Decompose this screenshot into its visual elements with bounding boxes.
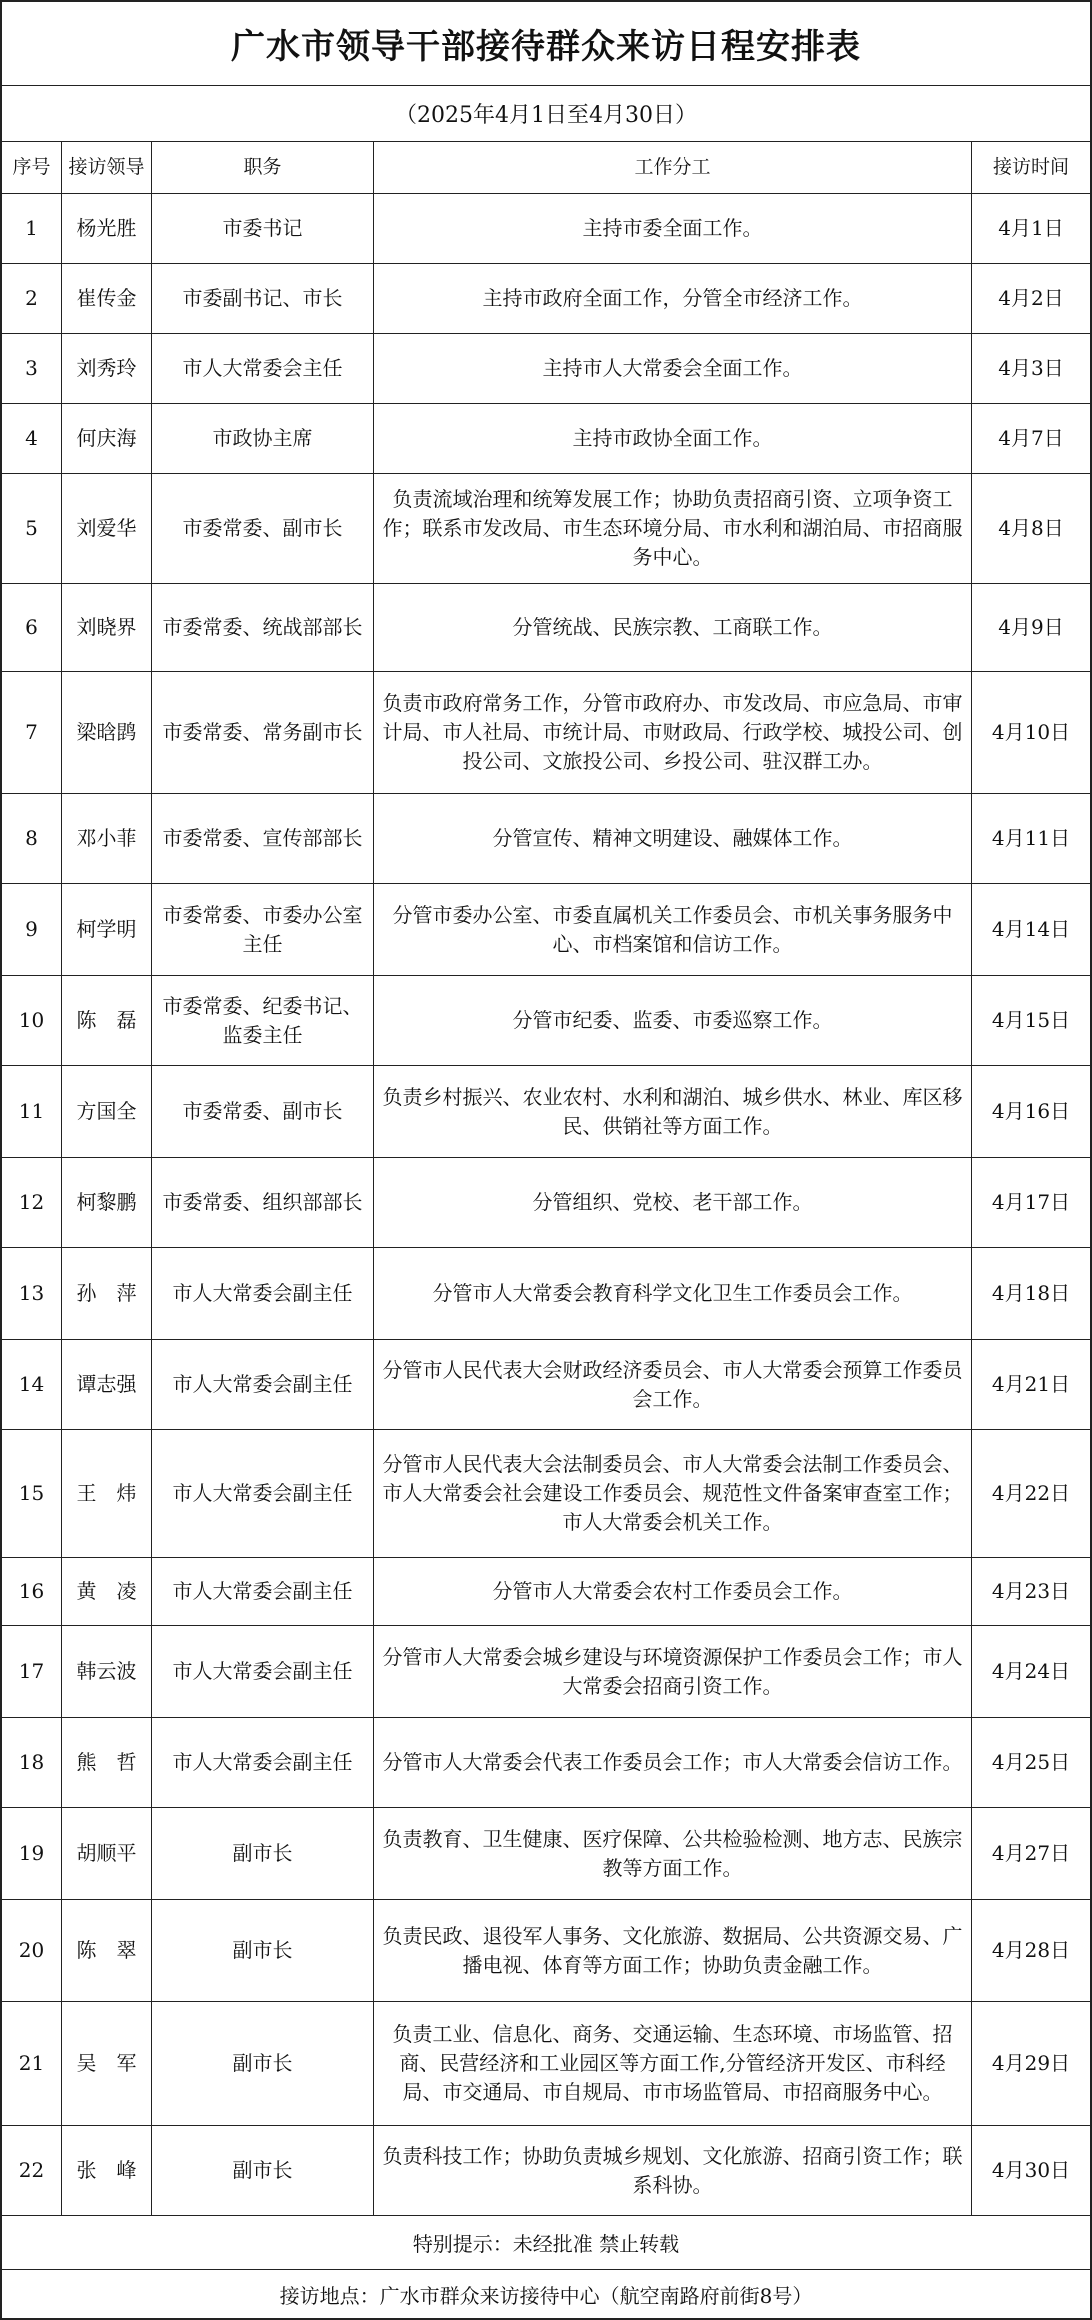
row-date: 4月30日 [991, 2158, 1071, 2182]
row-date: 4月3日 [998, 356, 1064, 380]
row-position: 市人大常委会副主任 [152, 1626, 374, 1717]
row-no: 12 [2, 1158, 62, 1247]
row-leader: 刘秀玲 [62, 334, 152, 403]
row-position: 市人大常委会副主任 [152, 1718, 374, 1807]
table-row [2, 2126, 1090, 2216]
table-row [2, 474, 1090, 584]
row-position: 市委常委、副市长 [152, 474, 374, 583]
row-date: 4月18日 [991, 1281, 1071, 1305]
row-work: 分管组织、党校、老干部工作。 [374, 1158, 972, 1247]
table-row [2, 794, 1090, 884]
copyright-notice: 特别提示：未经批准 禁止转载 [2, 2216, 1090, 2270]
row-work: 分管市人民代表大会法制委员会、市人大常委会法制工作委员会、市人大常委会社会建设工作委员会、规范性文件备案审查室工作；市人大常委会机关工作。 [374, 1430, 972, 1557]
row-leader: 崔传金 [62, 264, 152, 333]
row-date: 4月9日 [998, 615, 1064, 639]
row-no: 9 [2, 884, 62, 975]
table-row [2, 2002, 1090, 2126]
row-leader: 何庆海 [62, 404, 152, 473]
row-work: 负责流域治理和统筹发展工作；协助负责招商引资、立项争资工作；联系市发改局、市生态环境分局、市水利和湖泊局、市招商服务中心。 [374, 474, 972, 583]
row-position: 市人大常委会副主任 [152, 1430, 374, 1557]
table-row [2, 194, 1090, 264]
row-leader: 刘晓界 [62, 584, 152, 671]
row-date: 4月10日 [991, 720, 1071, 744]
row-position: 市人大常委会副主任 [152, 1558, 374, 1625]
row-date: 4月11日 [991, 826, 1071, 850]
row-leader: 熊 哲 [62, 1718, 152, 1807]
row-work: 分管市人大常委会城乡建设与环境资源保护工作委员会工作；市人大常委会招商引资工作。 [374, 1626, 972, 1717]
header-work: 工作分工 [374, 142, 972, 193]
row-leader: 韩云波 [62, 1626, 152, 1717]
row-position: 市委常委、市委办公室主任 [152, 884, 374, 975]
row-date: 4月22日 [991, 1481, 1071, 1505]
table-row [2, 1430, 1090, 1558]
row-date: 4月27日 [991, 1841, 1071, 1865]
header-row [2, 142, 1090, 194]
row-no: 6 [2, 584, 62, 671]
row-leader: 柯学明 [62, 884, 152, 975]
row-work: 负责教育、卫生健康、医疗保障、公共检验检测、地方志、民族宗教等方面工作。 [374, 1808, 972, 1899]
row-work: 主持市政府全面工作，分管全市经济工作。 [374, 264, 972, 333]
row-no: 11 [2, 1066, 62, 1157]
table-title: 广水市领导干部接待群众来访日程安排表 [2, 2, 1090, 86]
row-position: 副市长 [152, 2002, 374, 2125]
row-leader: 黄 凌 [62, 1558, 152, 1625]
row-leader: 王 炜 [62, 1430, 152, 1557]
header-leader: 接访领导 [62, 142, 152, 193]
table-row [2, 1718, 1090, 1808]
row-no: 18 [2, 1718, 62, 1807]
row-leader: 邓小菲 [62, 794, 152, 883]
row-no: 1 [2, 194, 62, 263]
row-date: 4月15日 [991, 1008, 1071, 1032]
row-date: 4月24日 [991, 1659, 1071, 1683]
row-no: 2 [2, 264, 62, 333]
table-row [2, 1900, 1090, 2002]
row-no: 7 [2, 672, 62, 793]
header-no: 序号 [2, 142, 62, 193]
table-row [2, 264, 1090, 334]
table-row [2, 1808, 1090, 1900]
row-position: 副市长 [152, 1900, 374, 2001]
row-work: 负责科技工作；协助负责城乡规划、文化旅游、招商引资工作；联系科协。 [374, 2126, 972, 2215]
row-position: 市委常委、副市长 [152, 1066, 374, 1157]
row-no: 5 [2, 474, 62, 583]
row-leader: 杨光胜 [62, 194, 152, 263]
row-no: 10 [2, 976, 62, 1065]
row-position: 市委书记 [152, 194, 374, 263]
table-row [2, 884, 1090, 976]
row-no: 14 [2, 1340, 62, 1429]
row-no: 4 [2, 404, 62, 473]
row-leader: 刘爱华 [62, 474, 152, 583]
row-work: 分管市人大常委会农村工作委员会工作。 [374, 1558, 972, 1625]
reception-address: 接访地点：广水市群众来访接待中心（航空南路府前街8号） [279, 2283, 813, 2308]
table-row [2, 672, 1090, 794]
row-date: 4月2日 [998, 286, 1064, 310]
row-leader: 柯黎鹏 [62, 1158, 152, 1247]
table-row [2, 1066, 1090, 1158]
row-no: 19 [2, 1808, 62, 1899]
row-position: 市人大常委会主任 [152, 334, 374, 403]
table-row [2, 1248, 1090, 1340]
row-work: 主持市政协全面工作。 [374, 404, 972, 473]
row-date: 4月25日 [991, 1750, 1071, 1774]
row-leader: 吴 军 [62, 2002, 152, 2125]
row-no: 22 [2, 2126, 62, 2215]
row-position: 副市长 [152, 2126, 374, 2215]
table-row [2, 976, 1090, 1066]
row-date: 4月7日 [998, 426, 1064, 450]
table-row [2, 334, 1090, 404]
table-row [2, 1626, 1090, 1718]
table-row [2, 1340, 1090, 1430]
row-no: 8 [2, 794, 62, 883]
row-no: 3 [2, 334, 62, 403]
row-position: 副市长 [152, 1808, 374, 1899]
row-position: 市委常委、宣传部部长 [152, 794, 374, 883]
row-no: 13 [2, 1248, 62, 1339]
row-date: 4月8日 [998, 516, 1064, 540]
row-date: 4月23日 [991, 1579, 1071, 1603]
row-leader: 陈 磊 [62, 976, 152, 1065]
header-position: 职务 [152, 142, 374, 193]
row-position: 市委常委、组织部部长 [152, 1158, 374, 1247]
table-row [2, 1158, 1090, 1248]
row-work: 负责民政、退役军人事务、文化旅游、数据局、公共资源交易、广播电视、体育等方面工作；协助负责金融工作。 [374, 1900, 972, 2001]
row-work: 分管市委办公室、市委直属机关工作委员会、市机关事务服务中心、市档案馆和信访工作。 [374, 884, 972, 975]
row-date: 4月29日 [991, 2051, 1071, 2075]
row-date: 4月1日 [998, 216, 1064, 240]
row-work: 分管市纪委、监委、市委巡察工作。 [374, 976, 972, 1065]
row-work: 负责工业、信息化、商务、交通运输、生态环境、市场监管、招商、民营经济和工业园区等方面工作,分管经济开发区、市科经局、市交通局、市自规局、市市场监管局、市招商服务中心。 [374, 2002, 972, 2125]
row-work: 主持市委全面工作。 [374, 194, 972, 263]
table-row [2, 584, 1090, 672]
header-date: 接访时间 [992, 155, 1069, 178]
row-work: 分管市人大常委会代表工作委员会工作；市人大常委会信访工作。 [374, 1718, 972, 1807]
row-leader: 谭志强 [62, 1340, 152, 1429]
table-row [2, 404, 1090, 474]
row-position: 市委副书记、市长 [152, 264, 374, 333]
row-position: 市人大常委会副主任 [152, 1340, 374, 1429]
row-date: 4月16日 [991, 1099, 1071, 1123]
row-leader: 孙 萍 [62, 1248, 152, 1339]
row-date: 4月21日 [991, 1372, 1071, 1396]
row-work: 负责市政府常务工作，分管市政府办、市发改局、市应急局、市审计局、市人社局、市统计局、市财政局、行政学校、城投公司、创投公司、文旅投公司、乡投公司、驻汉群工办。 [374, 672, 972, 793]
row-work: 主持市人大常委会全面工作。 [374, 334, 972, 403]
row-work: 分管市人大常委会教育科学文化卫生工作委员会工作。 [374, 1248, 972, 1339]
row-no: 21 [2, 2002, 62, 2125]
row-position: 市委常委、常务副市长 [152, 672, 374, 793]
row-no: 16 [2, 1558, 62, 1625]
row-work: 分管统战、民族宗教、工商联工作。 [374, 584, 972, 671]
row-position: 市政协主席 [152, 404, 374, 473]
row-no: 17 [2, 1626, 62, 1717]
row-date: 4月14日 [991, 917, 1071, 941]
row-leader: 方国全 [62, 1066, 152, 1157]
date-range: （2025年4月1日至4月30日） [2, 86, 1090, 142]
row-leader: 胡顺平 [62, 1808, 152, 1899]
row-work: 分管市人民代表大会财政经济委员会、市人大常委会预算工作委员会工作。 [374, 1340, 972, 1429]
row-work: 分管宣传、精神文明建设、融媒体工作。 [374, 794, 972, 883]
row-position: 市委常委、统战部部长 [152, 584, 374, 671]
row-work: 负责乡村振兴、农业农村、水利和湖泊、城乡供水、林业、库区移民、供销社等方面工作。 [374, 1066, 972, 1157]
row-position: 市人大常委会副主任 [152, 1248, 374, 1339]
row-leader: 张 峰 [62, 2126, 152, 2215]
row-position: 市委常委、纪委书记、监委主任 [152, 976, 374, 1065]
row-date: 4月17日 [991, 1190, 1071, 1214]
row-no: 15 [2, 1430, 62, 1557]
row-no: 20 [2, 1900, 62, 2001]
table-row [2, 1558, 1090, 1626]
row-date: 4月28日 [991, 1938, 1071, 1962]
row-leader: 陈 翠 [62, 1900, 152, 2001]
row-leader: 梁晗鹍 [62, 672, 152, 793]
